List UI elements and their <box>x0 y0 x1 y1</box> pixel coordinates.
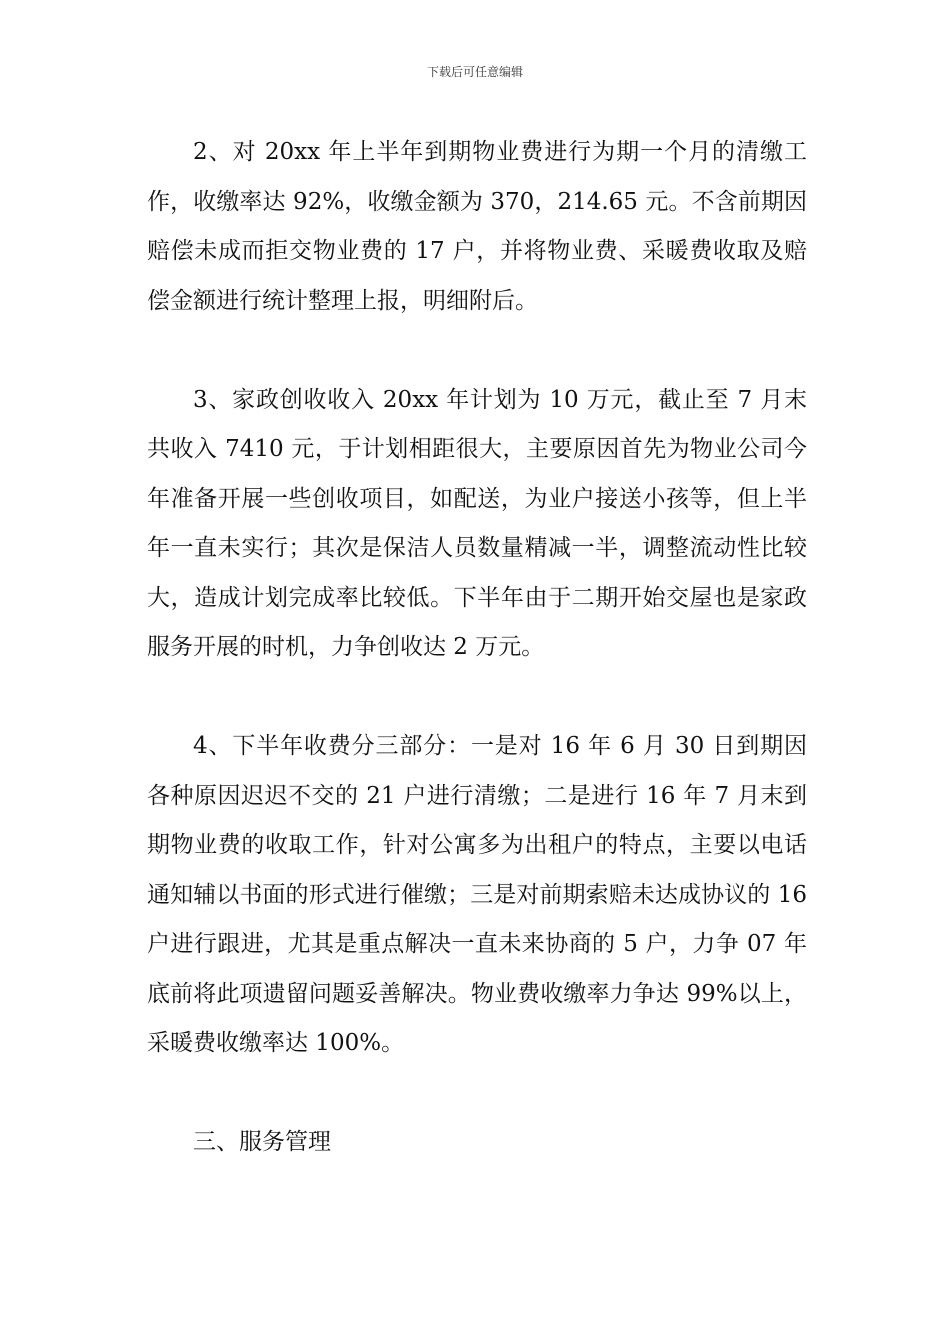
paragraph-4: 4、下半年收费分三部分：一是对 16 年 6 月 30 日到期因各种原因迟迟不交的 21 户进行清缴；二是进行 16 年 7 月末到期物业费的收取工作，针对公寓多为出租户的特点，主要以电话通知辅以书面的形式进行催缴；三是对前期索赔未达成协议的 16 户进行跟进，尤其是重点解决一直未来协商的 5 户，力争 07 年底前将此项遗留问题妥善解决。物业费收缴率力争达 99%以上，采暖费收缴率达 100%。 <box>147 733 807 1056</box>
section-heading-service-management: 三、服务管理 <box>193 1129 331 1155</box>
document-body <box>147 128 807 1168</box>
paragraph-2: 2、对 20xx 年上半年到期物业费进行为期一个月的清缴工作，收缴率达 92%，收缴金额为 370，214.65 元。不含前期因赔偿未成而拒交物业费的 17 户，并将物业费、采暖费收取及赔偿金额进行统计整理上报，明细附后。 <box>147 139 807 314</box>
page-header: 下载后可任意编辑 <box>426 65 523 79</box>
paragraph-3: 3、家政创收收入 20xx 年计划为 10 万元，截止至 7 月末共收入 7410 元，于计划相距很大，主要原因首先为物业公司今年准备开展一些创收项目，如配送，为业户接送小孩等，但上半年一直未实行；其次是保洁人员数量精减一半，调整流动性比较大，造成计划完成率比较低。下半年由于二期开始交屋也是家政服务开展的时机，力争创收达 2 万元。 <box>147 386 807 660</box>
